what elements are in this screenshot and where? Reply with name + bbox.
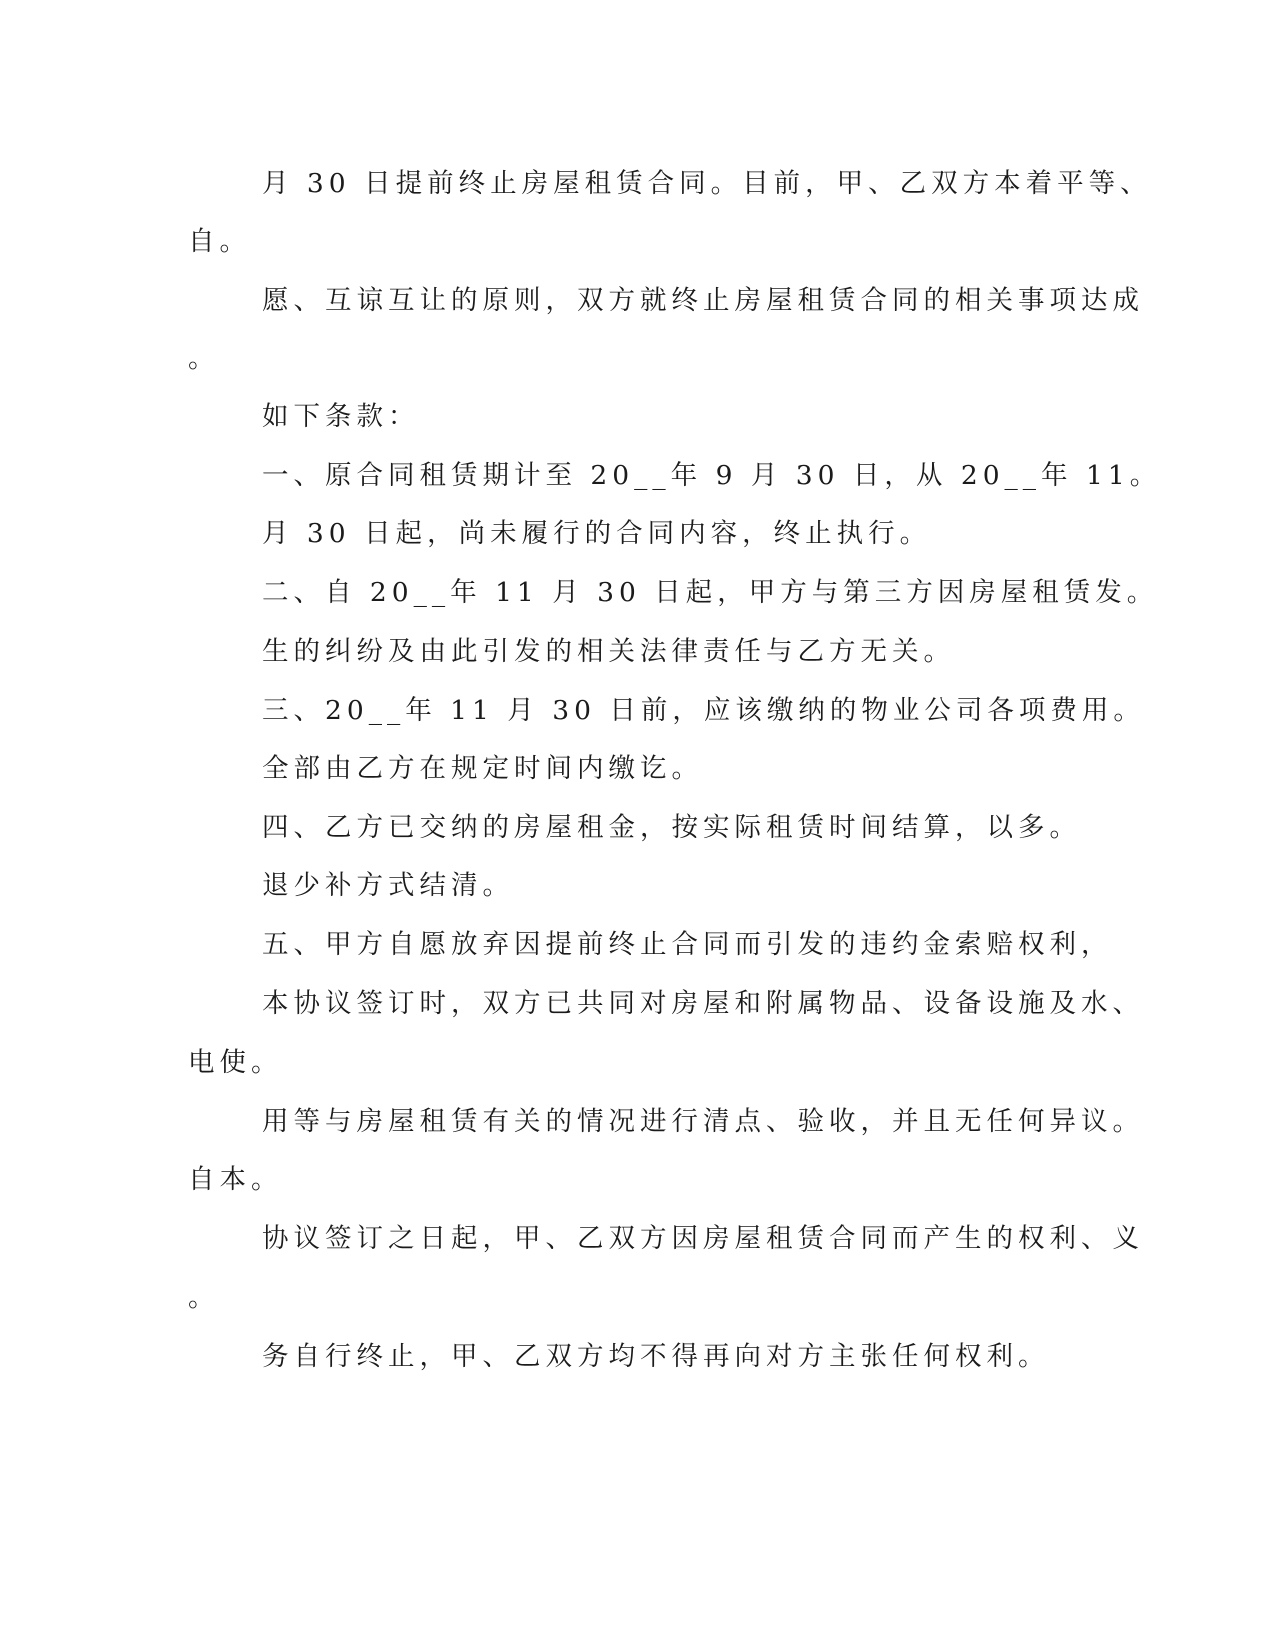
- text-line: 一、原合同租赁期计至 20__年 9 月 30 日，从 20__年 11。: [262, 460, 1162, 491]
- text-line: 自本。: [188, 1164, 283, 1195]
- text-line: 三、20__年 11 月 30 日前，应该缴纳的物业公司各项费用。: [262, 695, 1145, 726]
- text-line: 全部由乙方在规定时间内缴讫。: [262, 753, 703, 784]
- text-line: 退少补方式结清。: [262, 870, 514, 901]
- text-line: 如下条款：: [262, 401, 420, 432]
- text-line: 二、自 20__年 11 月 30 日起，甲方与第三方因房屋租赁发。: [262, 577, 1159, 608]
- text-line: 。: [188, 343, 220, 374]
- text-line: 务自行终止，甲、乙双方均不得再向对方主张任何权利。: [262, 1341, 1050, 1372]
- text-line: 本协议签订时，双方已共同对房屋和附属物品、设备设施及水、: [262, 988, 1144, 1019]
- text-line: 用等与房屋租赁有关的情况进行清点、验收，并且无任何异议。: [262, 1106, 1144, 1137]
- text-line: 生的纠纷及由此引发的相关法律责任与乙方无关。: [262, 636, 955, 667]
- text-line: 四、乙方已交纳的房屋租金，按实际租赁时间结算，以多。: [262, 812, 1081, 843]
- text-line: 自。: [188, 226, 251, 257]
- text-line: 电使。: [188, 1047, 283, 1078]
- text-line: 协议签订之日起，甲、乙双方因房屋租赁合同而产生的权利、义: [262, 1223, 1144, 1254]
- text-line: 愿、互谅互让的原则，双方就终止房屋租赁合同的相关事项达成: [262, 285, 1144, 316]
- text-line: 月 30 日提前终止房屋租赁合同。目前，甲、乙双方本着平等、: [262, 168, 1152, 199]
- text-line: 五、甲方自愿放弃因提前终止合同而引发的违约金索赔权利，: [262, 929, 1113, 960]
- text-line: 月 30 日起，尚未履行的合同内容，终止执行。: [262, 518, 932, 549]
- text-line: 。: [188, 1282, 220, 1313]
